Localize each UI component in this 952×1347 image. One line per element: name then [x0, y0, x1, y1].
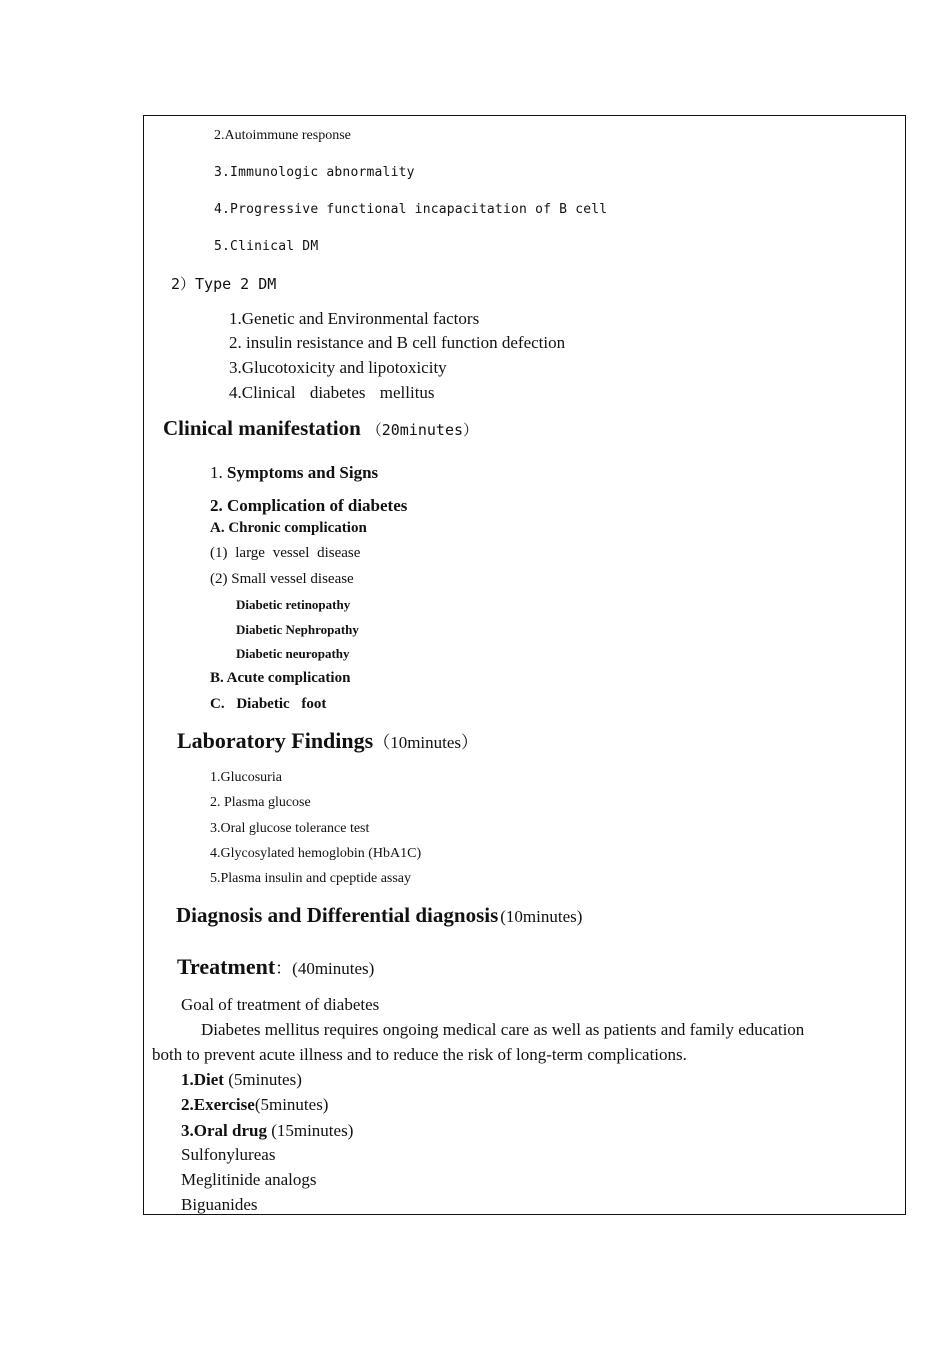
clinical-item-1-text: Symptoms and Signs [227, 463, 379, 482]
clinical-time: （20minutes） [366, 421, 479, 439]
oral-drug-time: (15minutes) [266, 1121, 354, 1140]
exercise-item [181, 1096, 328, 1113]
lab-item-5: 5.Plasma insulin and cpeptide assay [210, 871, 412, 886]
diabetic-foot: C. Diabetic foot [210, 696, 327, 712]
diet-time: (5minutes) [223, 1070, 302, 1089]
clinical-heading [163, 418, 478, 439]
type1-step-4: 4.Progressive functional incapacitation of B cell [214, 202, 608, 217]
treatment-heading [177, 956, 374, 978]
type2-step-1: 1.Genetic and Environmental factors [229, 309, 480, 328]
large-vessel-disease: (1) large vessel disease [210, 545, 361, 561]
diagnosis-title: Diagnosis and Differential diagnosis [176, 903, 499, 927]
type1-step-3: 3.Immunologic abnormality [214, 165, 415, 180]
treatment-time: (40minutes) [292, 959, 375, 978]
exercise-time: (5minutes) [254, 1095, 329, 1114]
type1-step-5: 5.Clinical DM [214, 239, 319, 254]
drug-sulfonylureas: Sulfonylureas [181, 1145, 276, 1164]
neuropathy-item: Diabetic neuropathy [236, 646, 350, 661]
diagnosis-time: (10minutes) [500, 907, 583, 926]
treatment-colon: ： [275, 959, 293, 978]
clinical-title: Clinical manifestation [163, 416, 361, 440]
retinopathy-item: Diabetic retinopathy [236, 597, 351, 612]
lab-heading [177, 730, 478, 752]
diet-label: 1.Diet [181, 1070, 224, 1089]
clinical-item-1-num: 1. [210, 463, 223, 482]
treatment-paragraph-line-2: both to prevent acute illness and to reduce the risk of long-term complications. [152, 1045, 687, 1064]
exercise-label: 2.Exercise [181, 1095, 255, 1114]
lab-item-1: 1.Glucosuria [210, 770, 282, 785]
type2-heading: 2）Type 2 DM [171, 275, 277, 293]
lab-item-4: 4.Glycosylated hemoglobin (HbA1C) [210, 846, 422, 861]
treatment-paragraph-line-1: Diabetes mellitus requires ongoing medical care as well as patients and family education [201, 1020, 805, 1039]
diagnosis-heading [176, 905, 582, 926]
lab-item-3: 3.Oral glucose tolerance test [210, 821, 370, 836]
oral-drug-label: 3.Oral drug [181, 1121, 267, 1140]
type2-step-4: 4.Clinical diabetes mellitus [229, 383, 435, 402]
lab-title: Laboratory Findings [177, 728, 374, 753]
chronic-complication: A. Chronic complication [210, 520, 367, 536]
acute-complication: B. Acute complication [210, 670, 351, 686]
nephropathy-item: Diabetic Nephropathy [236, 622, 359, 637]
type2-step-2: 2. insulin resistance and B cell function defection [229, 333, 566, 352]
lab-time: （10minutes） [373, 733, 479, 752]
type1-step-2: 2.Autoimmune response [214, 128, 351, 143]
small-vessel-disease: (2) Small vessel disease [210, 571, 354, 587]
lab-item-2: 2. Plasma glucose [210, 795, 311, 810]
clinical-item-1 [210, 464, 378, 481]
drug-meglitinide: Meglitinide analogs [181, 1170, 317, 1189]
treatment-title: Treatment [177, 954, 276, 979]
drug-biguanides: Biguanides [181, 1195, 258, 1214]
diet-item [181, 1071, 302, 1088]
treatment-goal: Goal of treatment of diabetes [181, 995, 380, 1014]
type2-step-3: 3.Glucotoxicity and lipotoxicity [229, 358, 447, 377]
complication-heading: 2. Complication of diabetes [210, 496, 408, 515]
oral-drug-item [181, 1122, 353, 1139]
